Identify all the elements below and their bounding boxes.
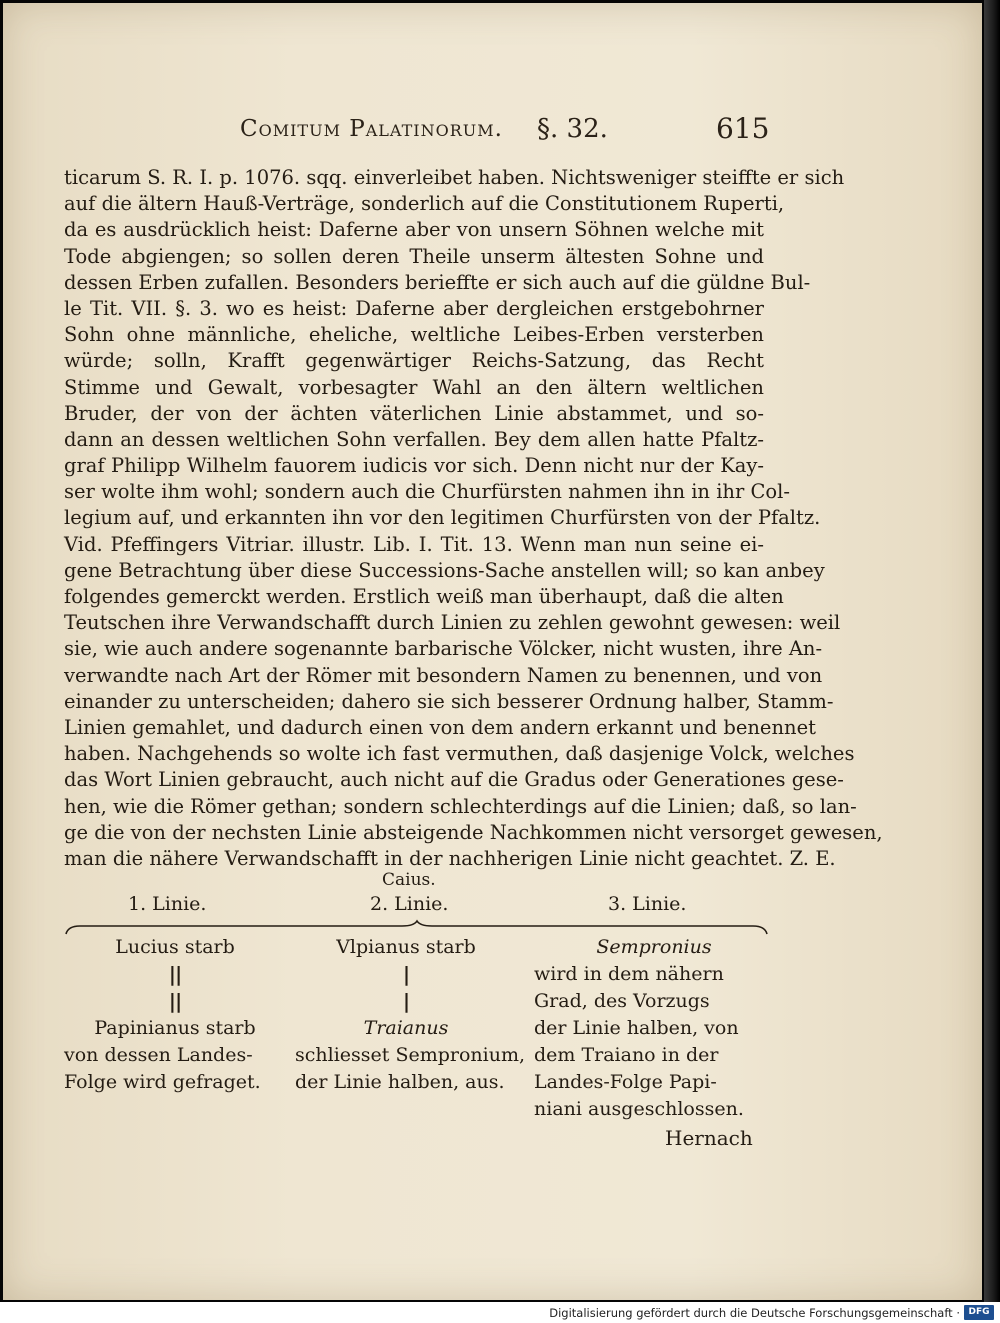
diagram-root: Caius. [382,870,436,890]
linie-label-2: 2. Linie. [370,893,449,915]
text-line: ser wolte ihm wohl; sondern auch die Churfürsten nahmen ihn in ihr Col- [64,480,790,504]
diagram-column-2 [295,934,526,1096]
linie-label-1: 1. Linie. [128,893,207,915]
page-number: 615 [716,112,770,145]
col3-text: Grad, des Vorzugs [534,990,710,1012]
col2-text: schliesset Sempronium, [295,1044,526,1066]
text-line: einander zu unterscheiden; dahero sie sich besserer Ordnung halber, Stamm- [64,689,834,713]
running-head-section: §. 32. [537,114,608,144]
text-line: das Wort Linien gebraucht, auch nicht auf die Gradus oder Generationes gese- [64,768,844,792]
text-line: dessen Erben zufallen. Besonders berieffte er sich auch auf die güldne Bul- [64,270,811,294]
col1-name: Papinianus starb [94,1017,256,1039]
col3-text: Landes-Folge Papi- [534,1071,717,1093]
diagram-column-1 [64,934,286,1096]
text-line: Vid. Pfeffingers Vitriar. illustr. Lib. I. Tit. 13. Wenn man nun seine ei- [64,532,764,556]
col3-text: der Linie halben, von [534,1017,739,1039]
col1-text: von dessen Landes- [64,1044,253,1066]
col3-text: dem Traiano in der [534,1044,719,1066]
text-line: ge die von der nechsten Linie absteigende Nachkommen nicht versorget gewesen, [64,820,883,844]
text-line: legium auf, und erkannten ihn vor den legitimen Churfürsten von der Pfaltz. [64,506,821,530]
dfg-logo: DFG [964,1305,994,1320]
text-line: würde; solln, Krafft gegenwärtiger Reichs-Satzung, das Recht [64,349,764,373]
text-line: folgendes gemerckt werden. Erstlich weiß man überhaupt, daß die alten [64,585,784,608]
running-head-title: Comitum Palatinorum. [240,116,503,142]
col2-descent-bar: | [402,962,410,986]
text-line: man die nähere Verwandschafft in der nachherigen Linie nicht geachtet. Z. E. [64,846,836,870]
col1-text: Folge wird gefraget. [64,1071,261,1093]
col2-name: Traianus [363,1017,449,1039]
col1-head: Lucius starb [115,936,235,958]
text-line: da es ausdrücklich heist: Daferne aber von unsern Söhnen welche mit [64,218,764,242]
col2-text: der Linie halben, aus. [295,1071,505,1093]
text-line: dann an dessen weltlichen Sohn verfallen. Bey dem allen hatte Pfaltz- [64,427,764,451]
text-line: haben. Nachgehends so wolte ich fast vermuthen, daß dasjenige Volck, welches [64,742,855,766]
text-line: Stimme und Gewalt, vorbesagter Wahl an den ältern weltlichen [64,375,764,399]
text-line: hen, wie die Römer gethan; sondern schlechterdings auf die Linien; daß, so lan- [64,794,857,818]
text-line: graf Philipp Wilhelm fauorem iudicis vor sich. Denn nicht nur der Kay- [64,454,764,478]
page-edge-shadow [984,0,1000,1302]
text-line: Tode abgiengen; so sollen deren Theile unserm ältesten Sohne und [64,244,764,268]
col1-descent-bar: || [168,962,182,986]
text-line: sie, wie auch andere sogenannte barbarische Völcker, nicht wusten, ihre An- [64,637,823,661]
col2-head: Vlpianus starb [336,936,476,958]
body-text [64,165,883,872]
text-line: Sohn ohne männliche, eheliche, weltliche Leibes-Erben versterben [64,323,764,347]
col1-descent-bar: || [168,989,182,1013]
col3-text: wird in dem nähern [534,963,724,985]
text-line: ticarum S. R. I. p. 1076. sqq. einverleibet haben. Nichtsweniger steiffte er sich [64,166,845,189]
col2-descent-bar: | [402,989,410,1013]
diagram-column-3 [534,934,774,1123]
text-line: gene Betrachtung über diese Successions-Sache anstellen will; so kan anbey [64,558,825,582]
footer-bar [0,1302,1000,1323]
catchword: Hernach [665,1126,753,1150]
col3-head: Sempronius [596,936,712,958]
text-line: verwandte nach Art der Römer mit besondern Namen zu benennen, und von [64,663,823,687]
text-line: Teutschen ihre Verwandschafft durch Linien zu zehlen gewohnt gewesen: weil [64,611,841,635]
text-line: auf die ältern Hauß-Verträge, sonderlich auf die Constitutionem Ruperti, [64,192,785,216]
text-line: Linien gemahlet, und dadurch einen von dem andern erkannt und benennet [64,715,816,739]
text-line: le Tit. VII. §. 3. wo es heist: Daferne aber dergleichen erstgebohrner [64,296,764,320]
footer-credit: Digitalisierung gefördert durch die Deutsche Forschungsgemeinschaft · [549,1306,960,1320]
text-line: Bruder, der von der ächten väterlichen Linie abstammet, und so- [64,401,764,425]
col3-text: niani ausgeschlossen. [534,1098,744,1120]
linie-label-3: 3. Linie. [608,893,687,915]
